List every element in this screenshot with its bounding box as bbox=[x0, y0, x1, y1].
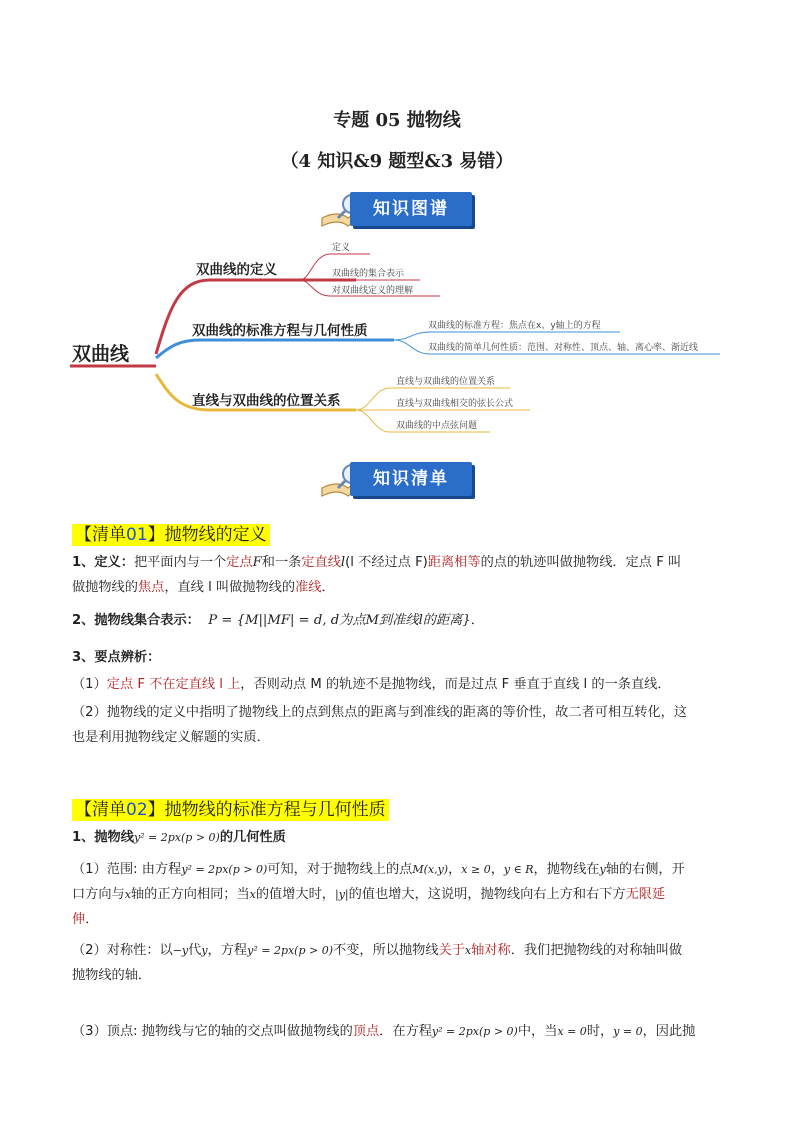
definition-paragraph bbox=[72, 550, 724, 600]
highlight-text: 定直线 bbox=[301, 555, 341, 570]
section-title: 抛物线的标准方程与几何性质 bbox=[164, 800, 386, 820]
doc-title: 专题 05 抛物线 bbox=[333, 110, 461, 131]
text: 把平面内与一个 bbox=[133, 555, 227, 570]
section-bracket-open: 【清单 bbox=[75, 525, 126, 545]
math: y² = 2px(p > 0) bbox=[247, 944, 334, 957]
text: 的值增大时， bbox=[255, 887, 335, 902]
mindmap-leaf: 直线与双曲线相交的弦长公式 bbox=[396, 399, 514, 409]
section-number: 02 bbox=[126, 800, 148, 820]
text: 时， bbox=[586, 1024, 614, 1039]
text: 的点的轨迹叫做抛物线．定点 F 叫 bbox=[480, 555, 682, 570]
mindmap-leaf: 定义 bbox=[332, 243, 351, 253]
geometric-properties-heading bbox=[72, 825, 724, 850]
text: 代 bbox=[188, 943, 202, 958]
item-label: 1、定义： bbox=[72, 555, 134, 570]
item-label: 3、要点辨析： bbox=[72, 650, 161, 665]
text: 不变，所以抛物线 bbox=[333, 943, 439, 958]
doc-subtitle: （4 知识&9 题型&3 易错） bbox=[280, 151, 514, 172]
mindmap-branch-1: 双曲线的定义 bbox=[196, 262, 277, 278]
banner-knowledge-map-label: 知识图谱 bbox=[350, 192, 472, 226]
banner-knowledge-list-label: 知识清单 bbox=[350, 462, 472, 496]
mindmap-root: 双曲线 bbox=[72, 343, 130, 365]
section-number: 01 bbox=[126, 525, 148, 545]
section-bracket-open: 【清单 bbox=[75, 800, 126, 820]
text: （1） bbox=[72, 677, 107, 692]
mindmap-leaf: 双曲线的中点弦问题 bbox=[396, 421, 478, 431]
text: 做抛物线的 bbox=[72, 580, 138, 595]
key-points-label bbox=[72, 645, 724, 670]
section-2-heading bbox=[72, 795, 389, 820]
set-formula: P = {M||MF| = d, d为点M到准线l的距离} bbox=[208, 613, 471, 628]
text: 和一条 bbox=[261, 555, 302, 570]
section-2-highlight bbox=[72, 799, 389, 821]
math: x bbox=[464, 944, 472, 957]
math: −y bbox=[172, 944, 189, 957]
property-vertex bbox=[72, 1019, 724, 1044]
section-1-highlight bbox=[72, 524, 270, 546]
mindmap-branch-3: 直线与双曲线的位置关系 bbox=[192, 393, 341, 409]
math: l bbox=[340, 555, 346, 570]
text: 的值也增大，这说明，抛物线向右上方和右下方 bbox=[348, 887, 626, 902]
highlight-text: 伸 bbox=[72, 912, 86, 927]
highlight-text: 定点 bbox=[226, 555, 253, 570]
text: ，因此抛 bbox=[642, 1024, 696, 1039]
text: ， bbox=[490, 862, 504, 877]
text: 也是利用抛物线定义解题的实质． bbox=[72, 730, 270, 745]
text: （2）对称性：以 bbox=[72, 943, 173, 958]
text: 中，当 bbox=[517, 1024, 558, 1039]
mindmap-leaf: 对双曲线定义的理解 bbox=[332, 286, 414, 296]
math: M(x,y) bbox=[412, 863, 449, 876]
section-title: 抛物线的定义 bbox=[164, 525, 267, 545]
highlight-text: 关于 bbox=[438, 943, 465, 958]
mind-map bbox=[60, 236, 740, 446]
math: x ≥ 0 bbox=[461, 863, 491, 876]
text: 轴的右侧，开 bbox=[605, 862, 685, 877]
text: ． bbox=[321, 580, 335, 595]
text: 口方向与 bbox=[72, 887, 125, 902]
property-range bbox=[72, 857, 724, 932]
text: ，否则动点 M 的轨迹不是抛物线，而是过点 F 垂直于直线 l 的一条直线． bbox=[240, 677, 671, 692]
set-representation bbox=[72, 608, 724, 633]
text: 轴的正方向相同；当 bbox=[130, 887, 250, 902]
key-point-1 bbox=[72, 672, 724, 697]
text: ．我们把抛物线的对称轴叫做 bbox=[510, 943, 683, 958]
banner-knowledge-list bbox=[318, 458, 478, 502]
math: x = 0 bbox=[557, 1025, 587, 1038]
text: ． bbox=[470, 613, 484, 628]
highlight-text: 无限延 bbox=[625, 887, 666, 902]
banner-knowledge-map bbox=[318, 188, 478, 232]
text: （3）顶点: 抛物线与它的轴的交点叫做抛物线的 bbox=[72, 1024, 353, 1039]
highlight-text: 焦点 bbox=[137, 580, 165, 595]
text: ， bbox=[448, 862, 462, 877]
mindmap-branch-1-path bbox=[156, 280, 356, 354]
mindmap-leaf: 直线与双曲线的位置关系 bbox=[396, 377, 496, 387]
text: ．在方程 bbox=[379, 1024, 432, 1039]
highlight-text: 轴对称 bbox=[471, 943, 511, 958]
highlight-text: 定点 F 不在定直线 l 上 bbox=[106, 677, 241, 692]
property-symmetry bbox=[72, 938, 724, 988]
highlight-text: 准线 bbox=[295, 580, 322, 595]
math: y bbox=[599, 863, 606, 876]
text: (l 不经过点 F) bbox=[345, 555, 428, 570]
mindmap-branch-2: 双曲线的标准方程与几何性质 bbox=[192, 323, 368, 339]
highlight-text: 顶点 bbox=[352, 1024, 380, 1039]
math: y ∈ R bbox=[503, 863, 534, 876]
mindmap-leaf: 双曲线的标准方程：焦点在x、y轴上的方程 bbox=[428, 321, 601, 331]
section-bracket-close: 】 bbox=[147, 800, 165, 820]
math: x bbox=[249, 888, 256, 901]
text: ，方程 bbox=[207, 943, 248, 958]
mindmap-branch-2-path bbox=[156, 340, 394, 358]
key-point-2 bbox=[72, 700, 724, 750]
math: x bbox=[124, 888, 131, 901]
math: y² = 2px(p > 0) bbox=[181, 863, 268, 876]
item-label: 2、抛物线集合表示： bbox=[72, 613, 200, 628]
math: |y| bbox=[335, 888, 349, 901]
item-label: 1、抛物线 bbox=[72, 830, 134, 845]
text: 抛物线的轴． bbox=[72, 968, 152, 983]
section-bracket-close: 】 bbox=[147, 525, 165, 545]
math: F bbox=[252, 555, 262, 570]
text: （2）抛物线的定义中指明了抛物线上的点到焦点的距离与到准线的距离的等价性，故二者可相互转化，这 bbox=[72, 705, 688, 720]
text: ． bbox=[85, 912, 99, 927]
text: 可知，对于抛物线上的点 bbox=[267, 862, 413, 877]
mindmap-leaf: 双曲线的简单几何性质：范围、对称性、顶点、轴、离心率、渐近线 bbox=[428, 343, 699, 353]
math: y = 0 bbox=[613, 1025, 643, 1038]
text: ，直线 l 叫做抛物线的 bbox=[164, 580, 296, 595]
text: （1）范围: 由方程 bbox=[72, 862, 182, 877]
mindmap-leaf: 双曲线的集合表示 bbox=[332, 269, 405, 279]
item-label: 的几何性质 bbox=[219, 830, 286, 845]
math: y² = 2px(p > 0) bbox=[431, 1025, 518, 1038]
highlight-text: 距离相等 bbox=[427, 555, 481, 570]
math: y² = 2px(p > 0) bbox=[133, 831, 220, 844]
math: y bbox=[201, 944, 208, 957]
text: ，抛物线在 bbox=[533, 862, 600, 877]
section-1-heading bbox=[72, 520, 270, 545]
